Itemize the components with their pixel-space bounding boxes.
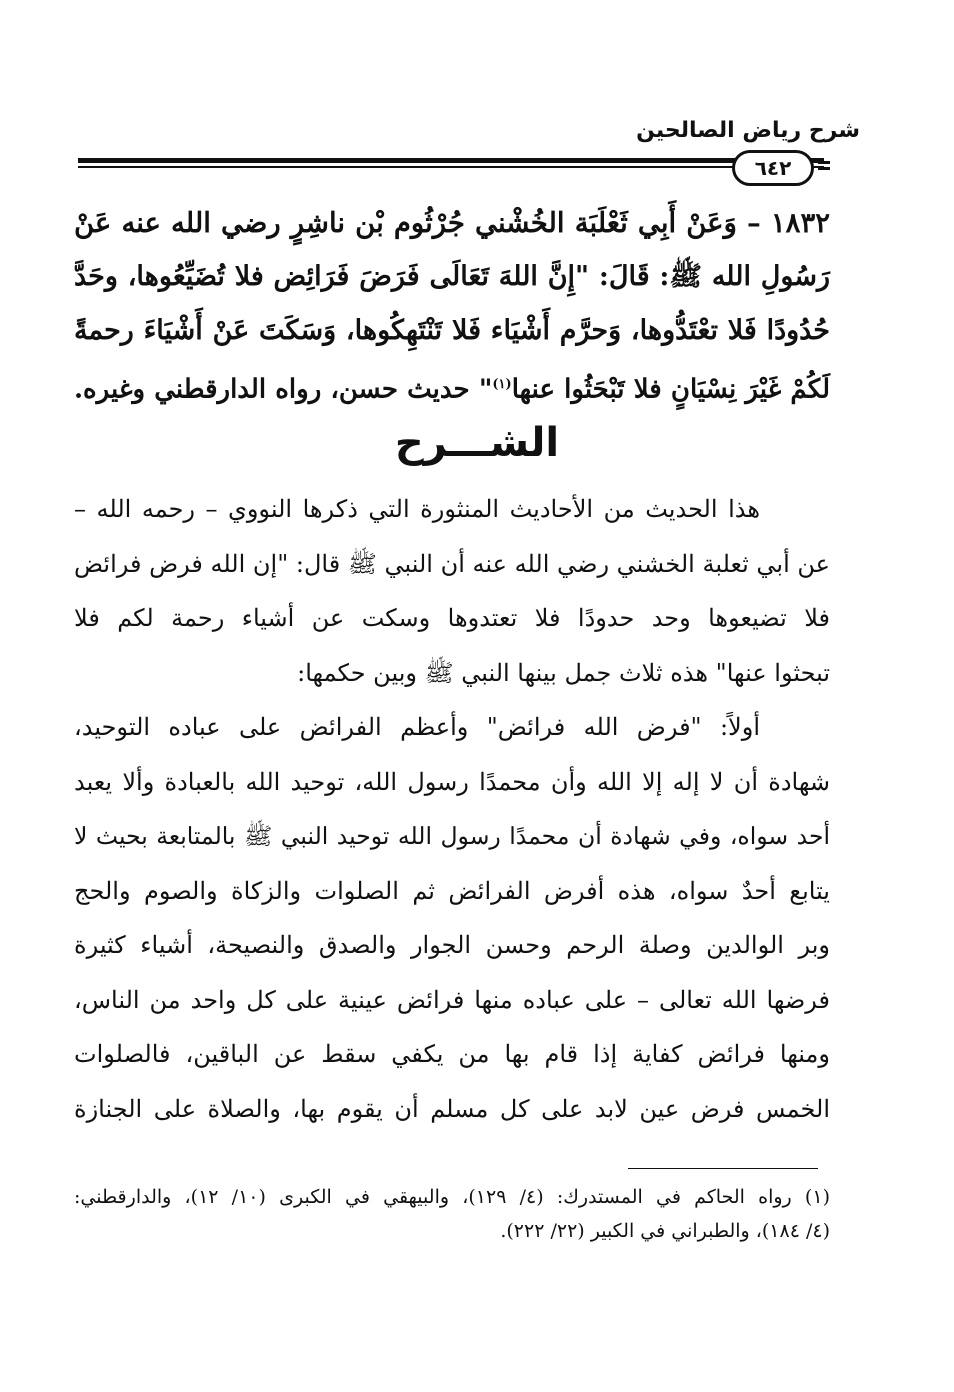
body-line: شهادة أن لا إله إلا الله وأن محمدًا رسول الله، توحيد الله بالعبادة وألا يعبد: [74, 767, 830, 796]
body-line: ومنها فرائض كفاية إذا قام بها من يكفي سقط عن الباقين، فالصلوات: [74, 1040, 830, 1068]
hadith-line: ١٨٣٢ – وَعَنْ أَبِي ثَعْلَبَة الخُشْني جُرْثُوم بْن ناشِرٍ رضي الله عنه عَنْ: [74, 207, 830, 239]
body-line: فلا تضيعوها وحد حدودًا فلا تعتدوها وسكت عن أشياء رحمة لكم فلا: [74, 604, 831, 632]
header-rule-thick: [78, 158, 824, 163]
hadith-line-text: لَكُمْ غَيْرَ نِسْيَانٍ فلا تَبْحَثُوا عنها: [511, 374, 831, 405]
body-line: عن أبي ثعلبة الخشني رضي الله عنه أن النبي ﷺ قال: "إن الله فرض فرائض: [74, 549, 830, 578]
commentary-text: [74, 482, 830, 1136]
body-line: تبحثوا عنها" هذه ثلاث جمل بينها النبي ﷺ وبين حكمها:: [297, 658, 830, 687]
body-line: هذا الحديث من الأحاديث المنثورة التي ذكرها النووي – رحمه الله –: [74, 495, 760, 523]
running-title: شرح رياض الصالحين: [636, 118, 860, 143]
body-line: يتابع أحدٌ سواه، هذه أفرض الفرائض ثم الصلوات والزكاة والصوم والحج: [74, 876, 830, 905]
footnote-line: (١) رواه الحاكم في المستدرك: (٤/ ١٢٩)، والبيهقي في الكبرى (١٠/ ١٢)، والدارقطني:: [74, 1186, 830, 1208]
footnote-line: (٤/ ١٨٤)، والطبراني في الكبير (٢٢/ ٢٢٢).: [500, 1220, 830, 1242]
header-rule: [78, 150, 824, 190]
body-line: أولاً: "فرض الله فرائض" وأعظم الفرائض على عباده التوحيد،: [74, 713, 760, 741]
body-line: الخمس فرض عين لابد على كل مسلم أن يقوم بها، والصلاة على الجنازة: [74, 1094, 830, 1123]
page-number-ornament: [818, 161, 830, 173]
footnote-separator: [628, 1168, 818, 1169]
hadith-line-last: [74, 358, 830, 412]
footnotes: [74, 1180, 830, 1248]
hadith-line-tail: " حديث حسن، رواه الدارقطني وغيره.: [74, 374, 493, 405]
header-rule-thin: [78, 166, 824, 168]
hadith-line: رَسُولِ الله ﷺ: قَالَ: "إِنَّ اللهَ تَعَالَى فَرَضَ فَرَائِض فلا تُضَيِّعُوها، وحَدَّ: [74, 261, 830, 292]
hadith-line: حُدُودًا فَلا تعْتَدُّوها، وَحرَّم أَشْيَاء فَلا تَنْتَهِكُوها، وَسَكَتَ عَنْ أَشْيَاءَ رحمةً: [74, 315, 830, 346]
hadith-text: [74, 196, 830, 412]
body-line: وبر الوالدين وصلة الرحم وحسن الجوار والصدق والنصيحة، أشياء كثيرة: [74, 931, 830, 959]
page-number: ٦٤٢: [732, 150, 814, 186]
section-heading: الشـــرح: [394, 420, 560, 466]
body-line: فرضها الله تعالى – على عباده منها فرائض عينية على كل واحد من الناس،: [74, 985, 830, 1014]
body-line: أحد سواه، وفي شهادة أن محمدًا رسول الله توحيد النبي ﷺ بالمتابعة بحيث لا: [74, 822, 830, 850]
footnote-marker: (١): [492, 377, 512, 392]
